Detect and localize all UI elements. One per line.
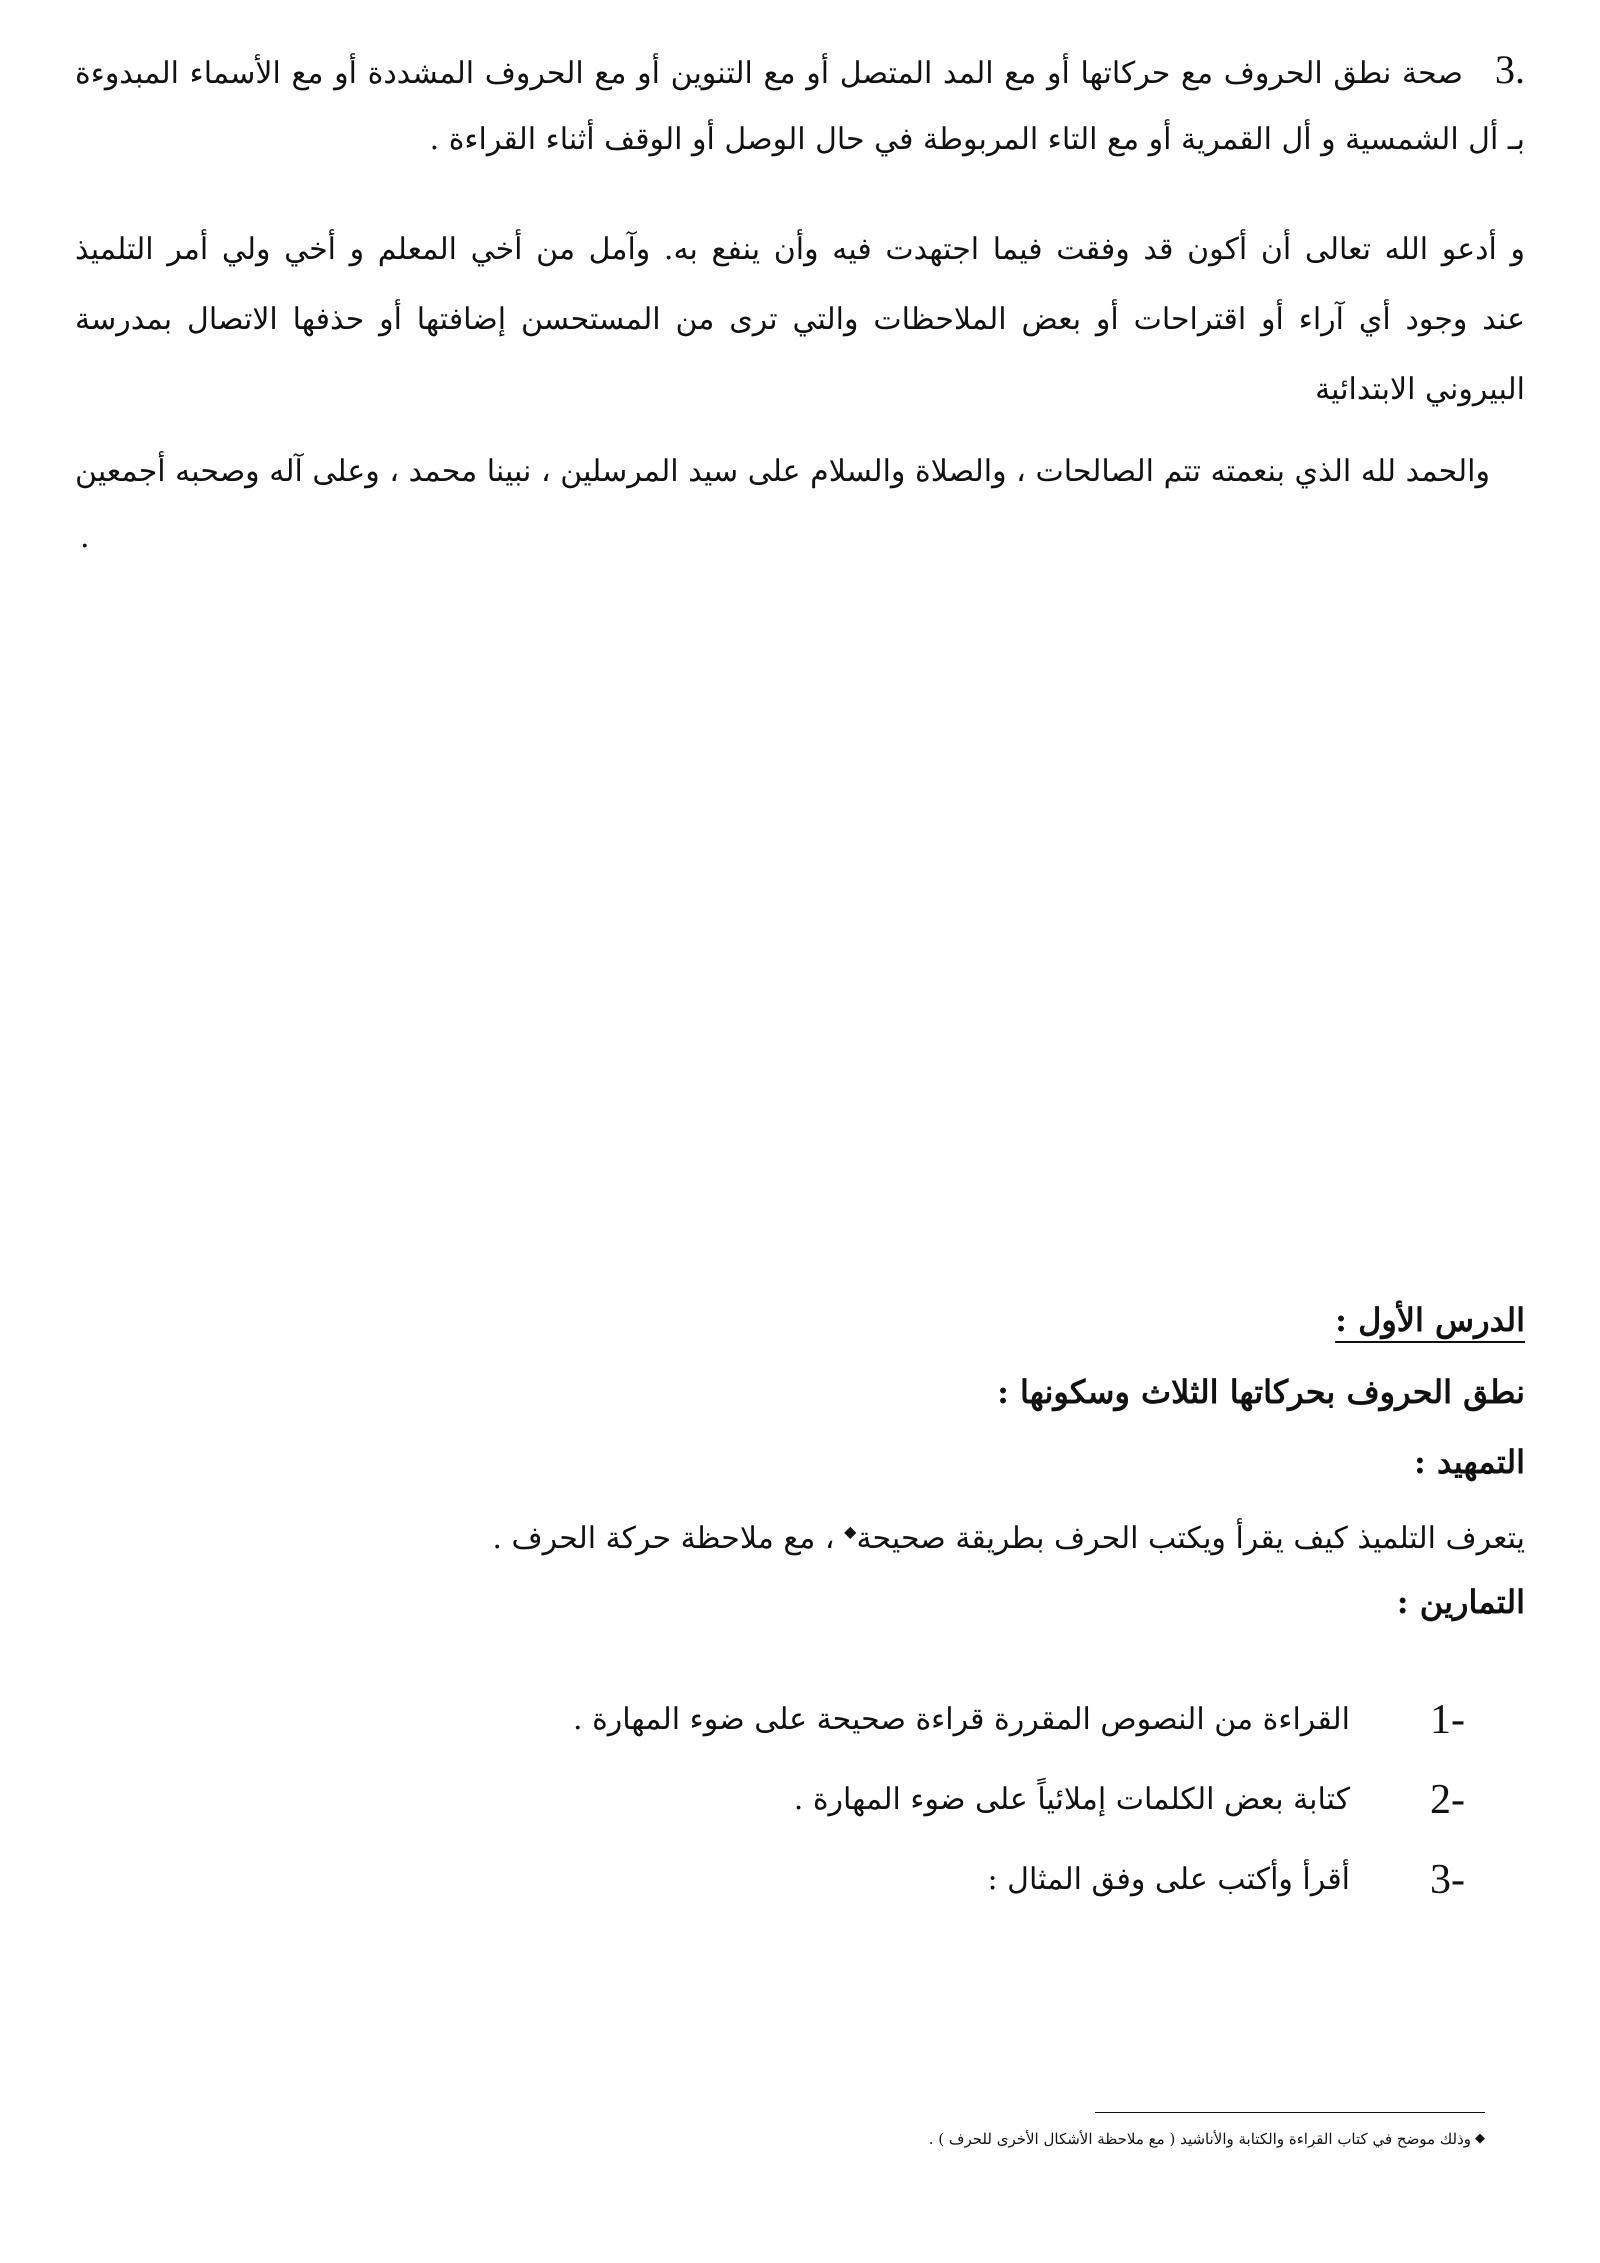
exercise-item — [125, 1690, 1525, 1750]
footnote-reference-icon[interactable]: ◆ — [844, 1522, 857, 1541]
prayer-paragraph-line-3: البيروني الابتدائية — [1315, 372, 1525, 407]
footnote-text: وذلك موضح في كتاب القراءة والكتابة والأناشيد ( مع ملاحظة الأشكال الأخرى للحرف ) . — [928, 2130, 1471, 2148]
intro-item-3-line-2: بـ أل الشمسية و أل القمرية أو مع التاء المربوطة في حال الوصل أو الوقف أثناء القراءة . — [429, 122, 1525, 157]
exercise-text: كتابة بعض الكلمات إملائياً على ضوء المهارة . — [793, 1782, 1350, 1817]
closing-paragraph-line-1: والحمد لله الذي بنعمته تتم الصالحات ، والصلاة والسلام على سيد المرسلين ، نبينا محمد ، وعلى آله وصحبه أجمعين — [75, 454, 1490, 489]
intro-item-3-line-1 — [75, 47, 1525, 94]
lesson-subtitle: نطق الحروف بحركاتها الثلاث وسكونها : — [997, 1373, 1525, 1411]
exercise-number: 3- — [1430, 1857, 1465, 1903]
intro-text-tail: ، مع ملاحظة حركة الحرف . — [492, 1521, 845, 1556]
exercise-item — [125, 1850, 1525, 1910]
prayer-paragraph-line-2: عند وجود أي آراء أو اقتراحات أو بعض الملاحظات والتي ترى من المستحسن إضافتها أو حذفها الاتصال بمدرسة — [75, 302, 1525, 337]
closing-paragraph-line-2: . — [80, 520, 90, 555]
exercise-text: أقرأ وأكتب على وفق المثال : — [987, 1862, 1350, 1897]
intro-text-main: يتعرف التلميذ كيف يقرأ ويكتب الحرف بطريقة صحيحة — [856, 1521, 1525, 1556]
lesson-title: الدرس الأول : — [1335, 1301, 1525, 1339]
footnote-diamond-icon: ◆ — [1475, 2131, 1485, 2146]
exercises-heading: التمارين : — [1396, 1583, 1525, 1621]
exercise-item — [125, 1770, 1525, 1830]
footnote — [929, 2128, 1485, 2150]
intro-item-3-text: صحة نطق الحروف مع حركاتها أو مع المد المتصل أو مع التنوين أو مع الحروف المشددة أو مع الأسماء المبدوءة — [75, 56, 1463, 91]
intro-heading: التمهيد : — [1414, 1443, 1525, 1481]
footnote-separator — [1095, 2112, 1485, 2113]
exercise-number: 1- — [1430, 1697, 1465, 1743]
exercise-number: 2- — [1430, 1777, 1465, 1823]
list-number: 3. — [1495, 47, 1525, 92]
prayer-paragraph-line-1: و أدعو الله تعالى أن أكون قد وفقت فيما اجتهدت فيه وأن ينفع به. وآمل من أخي المعلم و أخي ولي أمر التلميذ — [75, 232, 1525, 267]
intro-text — [492, 1510, 1525, 1561]
exercise-text: القراءة من النصوص المقررة قراءة صحيحة على ضوء المهارة . — [573, 1702, 1350, 1737]
